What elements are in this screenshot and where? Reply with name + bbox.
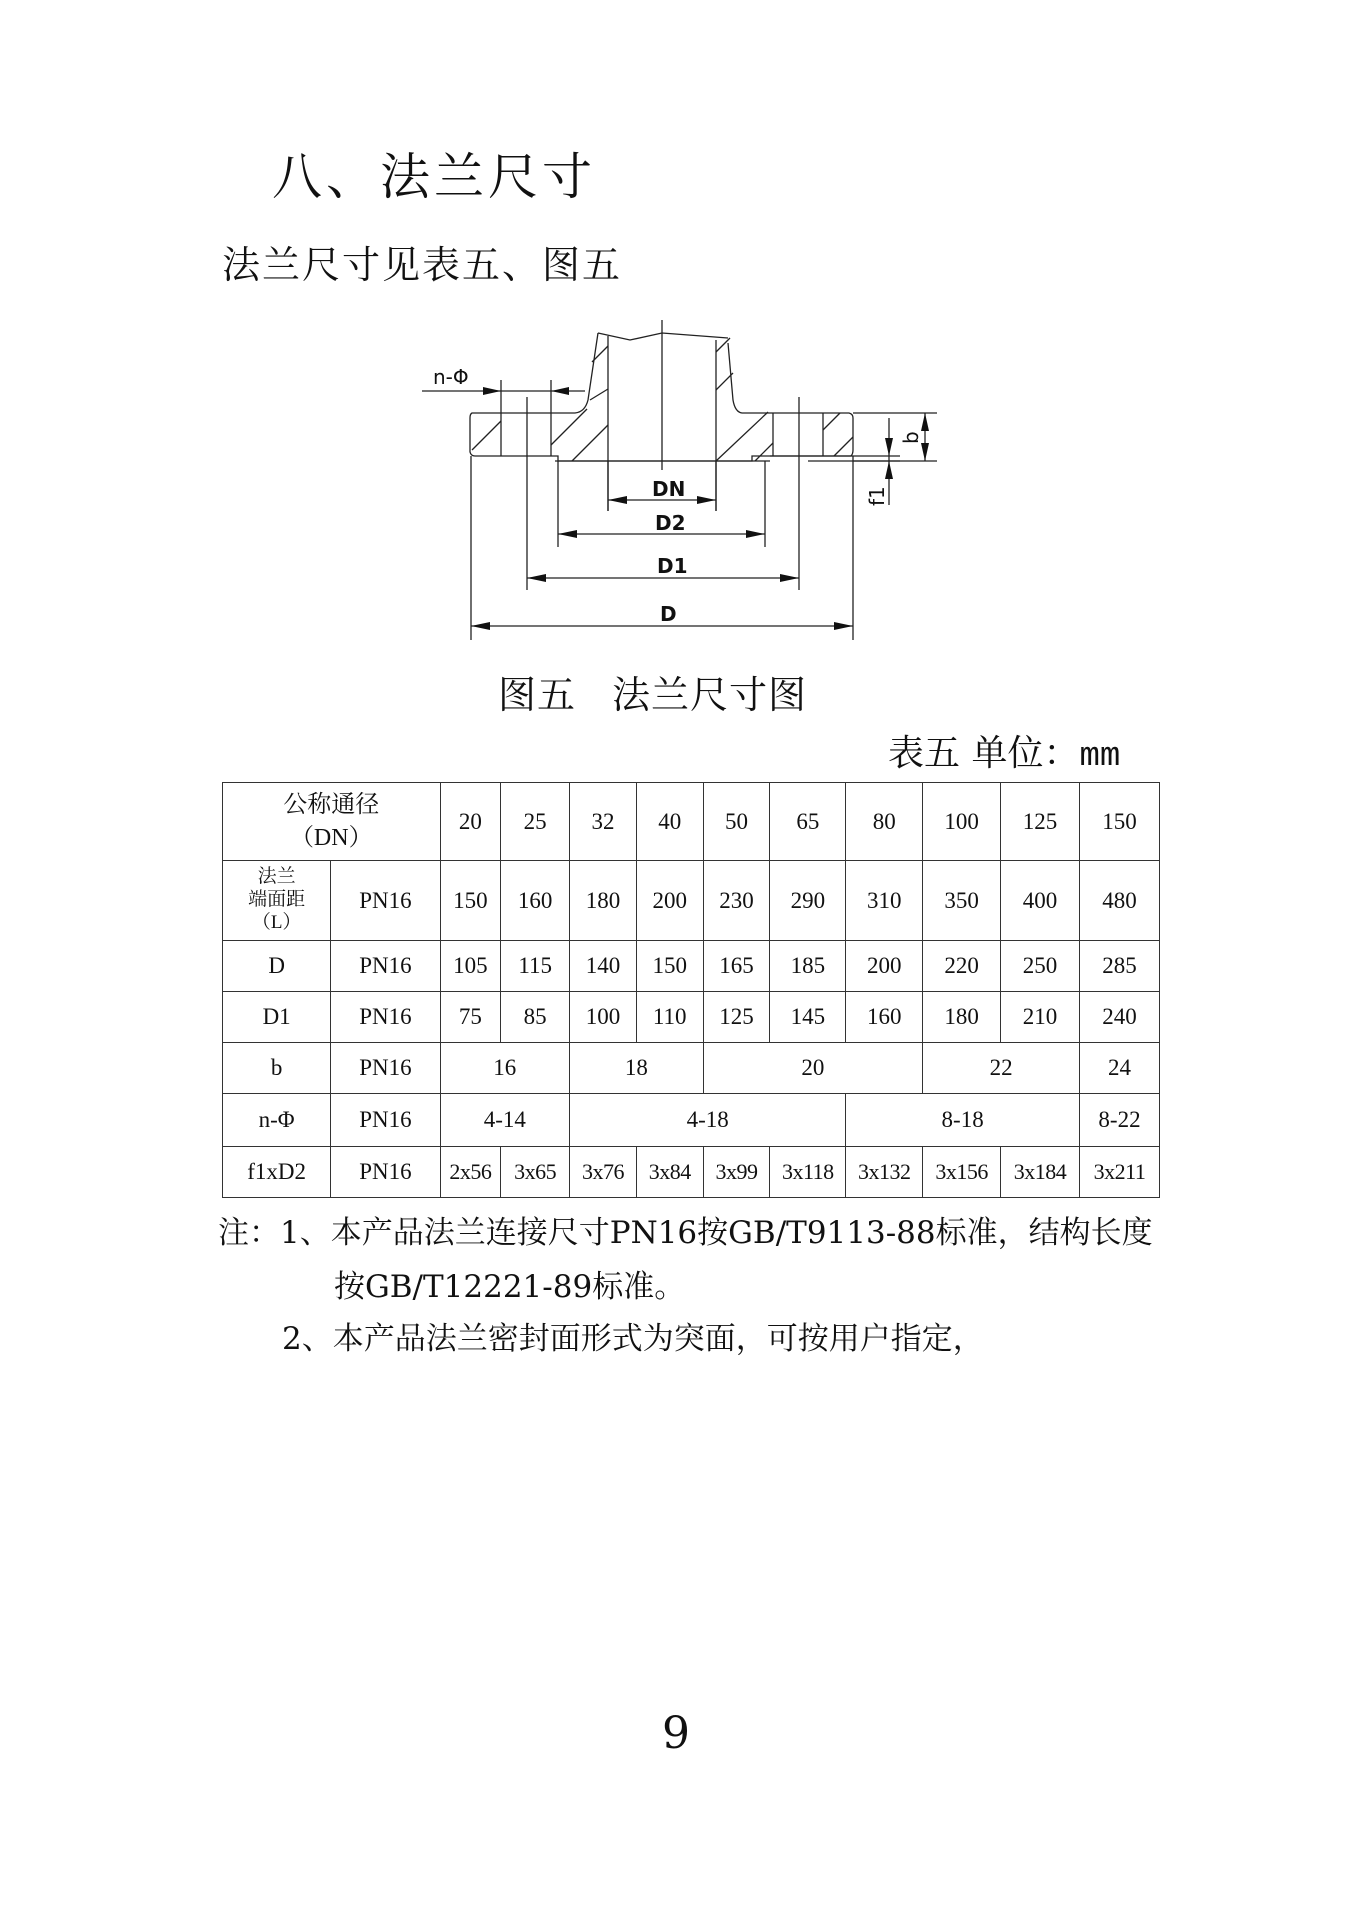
- dn-cell: 100: [923, 783, 1001, 861]
- value-cell: 185: [770, 941, 846, 992]
- table-caption: [888, 733, 1121, 776]
- value-cell: 8-18: [846, 1094, 1080, 1147]
- value-cell: 310: [846, 861, 923, 941]
- table-caption-label: 表五 单位：: [888, 733, 1080, 774]
- figure-caption-text: 法兰尺寸图: [612, 673, 808, 717]
- value-cell: 180: [923, 992, 1001, 1043]
- row-label-l: 法兰 端面距 （L）: [223, 861, 331, 941]
- label-d1: D1: [657, 554, 688, 578]
- value-cell: 150: [636, 941, 703, 992]
- value-cell: 3x184: [1001, 1147, 1080, 1198]
- note-1-line-1: 注：1、本产品法兰连接尺寸PN16按GB/T9113-88标准，结构长度: [218, 1215, 1153, 1251]
- value-cell: 160: [501, 861, 570, 941]
- value-cell: 230: [703, 861, 770, 941]
- flange-dimension-drawing: [420, 320, 940, 640]
- dn-cell: 125: [1001, 783, 1080, 861]
- value-cell: 400: [1001, 861, 1080, 941]
- header-label-dn: 公称通径 （DN）: [223, 783, 441, 861]
- value-cell: 16: [440, 1043, 570, 1094]
- value-cell: 24: [1080, 1043, 1160, 1094]
- row-label-f1xd2: f1xD2: [223, 1147, 331, 1198]
- dn-cell: 65: [770, 783, 846, 861]
- value-cell: 8-22: [1080, 1094, 1160, 1147]
- value-cell: 3x132: [846, 1147, 923, 1198]
- figure-caption: [498, 673, 808, 717]
- value-cell: 3x211: [1080, 1147, 1160, 1198]
- dn-cell: 32: [570, 783, 637, 861]
- dn-cell: 20: [440, 783, 501, 861]
- pn-cell: PN16: [331, 941, 440, 992]
- dn-cell: 80: [846, 783, 923, 861]
- section-intro: 法兰尺寸见表五、图五: [222, 243, 623, 287]
- value-cell: 3x118: [770, 1147, 846, 1198]
- label-d2: D2: [655, 511, 686, 535]
- value-cell: 210: [1001, 992, 1080, 1043]
- value-cell: 18: [570, 1043, 704, 1094]
- table-row-l: [223, 861, 1160, 941]
- pn-cell: PN16: [331, 1094, 440, 1147]
- value-cell: 100: [570, 992, 637, 1043]
- value-cell: 200: [636, 861, 703, 941]
- label-dn: DN: [652, 477, 686, 501]
- value-cell: 165: [703, 941, 770, 992]
- value-cell: 22: [923, 1043, 1080, 1094]
- value-cell: 160: [846, 992, 923, 1043]
- value-cell: 145: [770, 992, 846, 1043]
- value-cell: 20: [703, 1043, 923, 1094]
- value-cell: 4-14: [440, 1094, 570, 1147]
- value-cell: 110: [636, 992, 703, 1043]
- value-cell: 250: [1001, 941, 1080, 992]
- value-cell: 3x84: [636, 1147, 703, 1198]
- value-cell: 125: [703, 992, 770, 1043]
- figure-caption-number: 图五: [498, 673, 577, 717]
- dn-cell: 25: [501, 783, 570, 861]
- pn-cell: PN16: [331, 992, 440, 1043]
- label-d: D: [660, 602, 677, 626]
- value-cell: 2x56: [440, 1147, 501, 1198]
- value-cell: 4-18: [570, 1094, 846, 1147]
- table-row-f1xd2: [223, 1147, 1160, 1198]
- table-row-n-phi: [223, 1094, 1160, 1147]
- value-cell: 290: [770, 861, 846, 941]
- value-cell: 3x65: [501, 1147, 570, 1198]
- value-cell: 180: [570, 861, 637, 941]
- row-label-n-phi: n-Φ: [223, 1094, 331, 1147]
- pn-cell: PN16: [331, 1043, 440, 1094]
- value-cell: 350: [923, 861, 1001, 941]
- value-cell: 480: [1080, 861, 1160, 941]
- dn-cell: 50: [703, 783, 770, 861]
- table-row-d1: [223, 992, 1160, 1043]
- pn-cell: PN16: [331, 861, 440, 941]
- page-number: 9: [662, 1708, 690, 1759]
- value-cell: 3x99: [703, 1147, 770, 1198]
- value-cell: 105: [440, 941, 501, 992]
- table-row-d: [223, 941, 1160, 992]
- row-label-d1: D1: [223, 992, 331, 1043]
- flange-dimension-table: [222, 782, 1160, 1198]
- value-cell: 140: [570, 941, 637, 992]
- value-cell: 240: [1080, 992, 1160, 1043]
- label-n-phi: n-Φ: [433, 365, 469, 389]
- table-header-row: [223, 783, 1160, 861]
- table-unit: mm: [1079, 738, 1121, 776]
- dn-cell: 150: [1080, 783, 1160, 861]
- value-cell: 220: [923, 941, 1001, 992]
- label-f1: f1: [865, 486, 889, 506]
- value-cell: 3x76: [570, 1147, 637, 1198]
- row-label-d: D: [223, 941, 331, 992]
- value-cell: 85: [501, 992, 570, 1043]
- value-cell: 115: [501, 941, 570, 992]
- section-heading: 八、法兰尺寸: [272, 148, 596, 206]
- value-cell: 150: [440, 861, 501, 941]
- label-b: b: [899, 431, 923, 444]
- note-2: 2、本产品法兰密封面形式为突面，可按用户指定，: [282, 1321, 984, 1357]
- table-row-b: [223, 1043, 1160, 1094]
- value-cell: 3x156: [923, 1147, 1001, 1198]
- note-1-line-2: 按GB/T12221-89标准。: [334, 1269, 686, 1305]
- value-cell: 200: [846, 941, 923, 992]
- value-cell: 75: [440, 992, 501, 1043]
- value-cell: 285: [1080, 941, 1160, 992]
- row-label-b: b: [223, 1043, 331, 1094]
- dn-cell: 40: [636, 783, 703, 861]
- pn-cell: PN16: [331, 1147, 440, 1198]
